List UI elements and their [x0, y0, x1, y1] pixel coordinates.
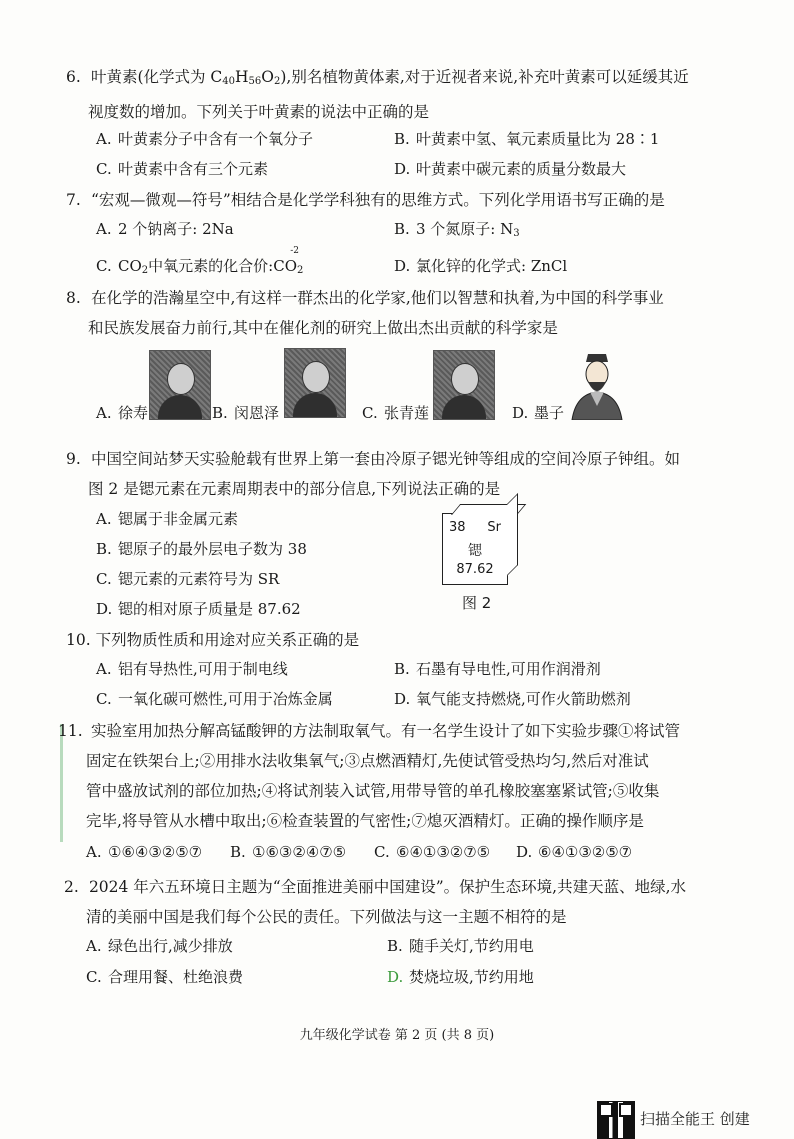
question-10 [66, 625, 756, 655]
question-11-option-c[interactable]: C. ⑥④①③②⑦⑤ [374, 843, 491, 861]
question-number: 10. [66, 631, 91, 649]
question-11-option-d[interactable]: D. ⑥④①③②⑤⑦ [516, 843, 633, 861]
element-name: 锶 [468, 543, 482, 559]
question-7-option-b[interactable]: B. 3 个氮原子: $N_3$ [394, 220, 520, 239]
question-12-option-d[interactable]: D. 焚烧垃圾,节约用地 [387, 968, 534, 986]
question-6-option-a[interactable]: A. 叶黄素分子中含有一个氧分子 [96, 130, 314, 148]
question-12-option-b[interactable]: B. 随手关灯,节约用电 [387, 937, 534, 955]
question-number: 2. [64, 878, 79, 896]
question-11-stem-line-3: 管中盛放试剂的部位加热;④将试剂装入试管,用带导管的单孔橡胶塞塞紧试管;⑤收集 [86, 782, 660, 800]
question-11-option-b[interactable]: B. ①⑥③②④⑦⑤ [230, 843, 347, 861]
portrait-zhang-qinglian [433, 350, 495, 420]
question-8-stem-line-1: 8. 在化学的浩瀚星空中,有这样一群杰出的化学家,他们以智慧和执着,为中国的科学事业 [66, 283, 756, 313]
question-6-stem-line-1: 6. 叶黄素(化学式为 $C_{40}H_{56}O_2$),别名植物黄体素,对于近视者来说,补充叶黄素可以延缓其近 [66, 62, 756, 97]
question-11-option-a[interactable]: A. ①⑥④③②⑤⑦ [86, 843, 203, 861]
strontium-element-cell [442, 513, 508, 585]
question-12-stem-line-2: 清的美丽中国是我们每个公民的责任。下列做法与这一主题不相符的是 [86, 908, 567, 926]
question-10-stem: 10. 下列物质性质和用途对应关系正确的是 [66, 625, 756, 655]
question-number: 9. [66, 450, 81, 468]
question-12-option-c[interactable]: C. 合理用餐、杜绝浪费 [86, 968, 244, 986]
question-6 [66, 62, 756, 127]
portrait-mozi [564, 348, 630, 420]
question-11-stem-line-4: 完毕,将导管从水槽中取出;⑥检查装置的气密性;⑦熄灭酒精灯。正确的操作顺序是 [86, 812, 644, 830]
question-9 [66, 444, 756, 504]
question-10-option-a[interactable]: A. 铝有导热性,可用于制电线 [96, 660, 288, 678]
question-7-stem: 7. “宏观—微观—符号”相结合是化学学科独有的思维方式。下列化学用语书写正确的是 [66, 185, 756, 215]
question-number: 7. [66, 191, 81, 209]
question-number: 8. [66, 289, 81, 307]
question-6-option-b[interactable]: B. 叶黄素中氢、氧元素质量比为 28∶1 [394, 130, 660, 148]
question-6-option-d[interactable]: D. 叶黄素中碳元素的质量分数最大 [394, 160, 627, 178]
question-6-stem-line-2: 视度数的增加。下列关于叶黄素的说法中正确的是 [88, 103, 430, 121]
element-symbol: Sr [487, 520, 501, 535]
question-10-option-c[interactable]: C. 一氧化碳可燃性,可用于冶炼金属 [96, 690, 333, 708]
portrait-xu-shou [149, 350, 211, 420]
question-11 [58, 716, 758, 836]
question-11-stem-line-2: 固定在铁架台上;②用排水法收集氧气;③点燃酒精灯,先使试管受热均匀,然后对准试 [86, 752, 649, 770]
portrait-min-enze [284, 348, 346, 418]
question-8 [66, 283, 756, 343]
scanner-watermark: 扫描全能王 创建 [640, 1110, 750, 1128]
question-12-option-a[interactable]: A. 绿色出行,减少排放 [86, 937, 233, 955]
question-number: 6. [66, 68, 81, 86]
question-10-option-d[interactable]: D. 氧气能支持燃烧,可作火箭助燃剂 [394, 690, 631, 708]
question-7 [66, 185, 756, 215]
question-9-stem-line-1: 9. 中国空间站梦天实验舱载有世界上第一套由冷原子锶光钟等组成的空间冷原子钟组。如 [66, 444, 756, 474]
atomic-mass: 87.62 [456, 562, 494, 577]
question-12-stem-line-1: 2. 2024 年六五环境日主题为“全面推进美丽中国建设”。保护生态环境,共建天蓝、地绿,水 [64, 872, 764, 902]
atomic-number: 38 [449, 520, 466, 535]
question-10-option-b[interactable]: B. 石墨有导电性,可用作润滑剂 [394, 660, 601, 678]
page-footer: 九年级化学试卷 第 2 页 (共 8 页) [299, 1028, 495, 1043]
question-number: 11. [58, 722, 83, 740]
question-7-option-c[interactable]: C. $CO_2$中氧元素的化合价:CO -2 $_2$ [96, 246, 304, 276]
question-7-option-d[interactable]: D. 氯化锌的化学式: ZnCl [394, 257, 568, 275]
qr-code-icon [597, 1101, 635, 1139]
valence-formula: CO -2 $_2$ [273, 246, 304, 276]
question-9-option-b[interactable]: B. 锶原子的最外层电子数为 38 [96, 540, 307, 558]
question-11-stem-line-1: 11. 实验室用加热分解高锰酸钾的方法制取氧气。有一名学生设计了如下实验步骤①将试管 [58, 716, 758, 746]
question-8-option-d[interactable]: D. 墨子 [512, 404, 565, 422]
question-9-stem-line-2: 图 2 是锶元素在元素周期表中的部分信息,下列说法正确的是 [88, 480, 501, 498]
question-8-option-a[interactable]: A. 徐寿 [96, 404, 149, 422]
figure-caption: 图 2 [462, 594, 492, 612]
question-8-option-c[interactable]: C. 张青莲 [362, 404, 430, 422]
question-9-option-c[interactable]: C. 锶元素的元素符号为 SR [96, 570, 280, 588]
question-12 [64, 872, 764, 932]
question-6-option-c[interactable]: C. 叶黄素中含有三个元素 [96, 160, 269, 178]
question-8-option-b[interactable]: B. 闵恩泽 [212, 404, 280, 422]
question-9-option-a[interactable]: A. 锶属于非金属元素 [96, 510, 239, 528]
question-8-stem-line-2: 和民族发展奋力前行,其中在催化剂的研究上做出杰出贡献的科学家是 [88, 319, 558, 337]
question-7-option-a[interactable]: A. 2 个钠离子: 2Na [96, 220, 234, 238]
question-9-option-d[interactable]: D. 锶的相对原子质量是 87.62 [96, 600, 301, 618]
